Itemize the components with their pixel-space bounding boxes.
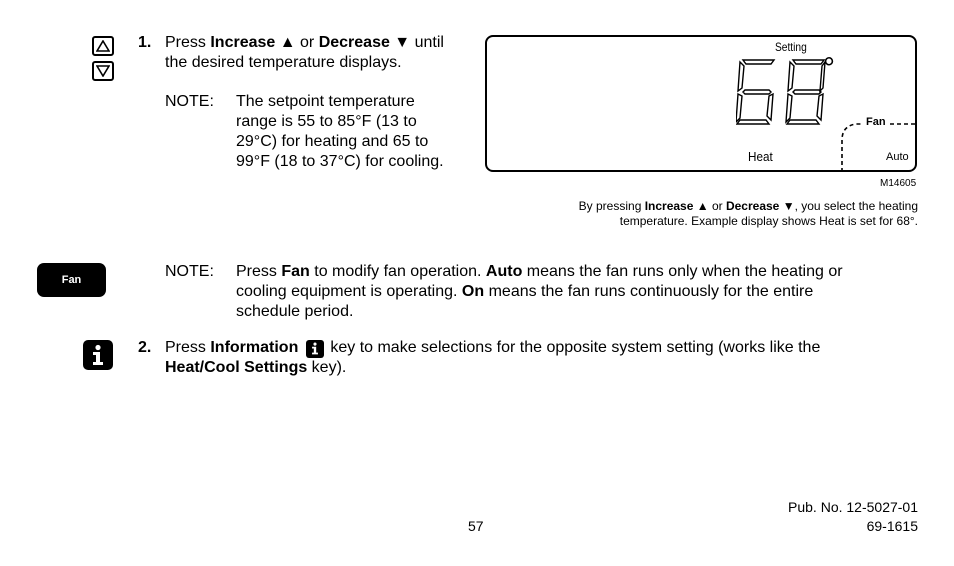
decrease-key-icon	[92, 61, 114, 81]
step-2-number: 2.	[138, 339, 152, 356]
note-1-label: NOTE:	[165, 93, 214, 110]
setting-label: Setting	[775, 40, 807, 54]
information-key-icon	[83, 340, 113, 370]
publication-info: Pub. No. 12-5027-01 69-1615	[788, 499, 918, 534]
mode-label: Heat	[748, 149, 773, 164]
increase-key-icon	[92, 36, 114, 56]
step-2-text: Press Information key to make selections for the opposite system setting (works like the Heat/Cool Settings key).	[165, 339, 821, 376]
degree-symbol: °	[823, 52, 835, 85]
page-number: 57	[468, 518, 484, 534]
figure-caption: By pressing Increase ▲ or Decrease ▼, you select the heating temperature. Example display shows Heat is set for 68°.	[578, 199, 918, 228]
fan-label: Fan	[866, 116, 886, 128]
step-1-number: 1.	[138, 34, 152, 51]
fan-mode-label: Auto	[886, 151, 909, 163]
note-2-text: Press Fan to modify fan operation. Auto means the fan runs only when the heating or cooling equipment is operating. On means the fan runs continuously for the entire schedule period.	[236, 263, 843, 320]
figure-id: M14605	[880, 178, 917, 189]
information-inline-icon	[306, 340, 324, 358]
step-1-text: Press Increase ▲ or Decrease ▼ until the desired temperature displays.	[165, 34, 444, 71]
note-1-text: The setpoint temperature range is 55 to 85°F (13 to 29°C) for heating and 65 to 99°F (18 to 37°C) for cooling.	[236, 93, 444, 170]
fan-key-icon: Fan	[37, 263, 106, 297]
note-2-label: NOTE:	[165, 263, 214, 280]
